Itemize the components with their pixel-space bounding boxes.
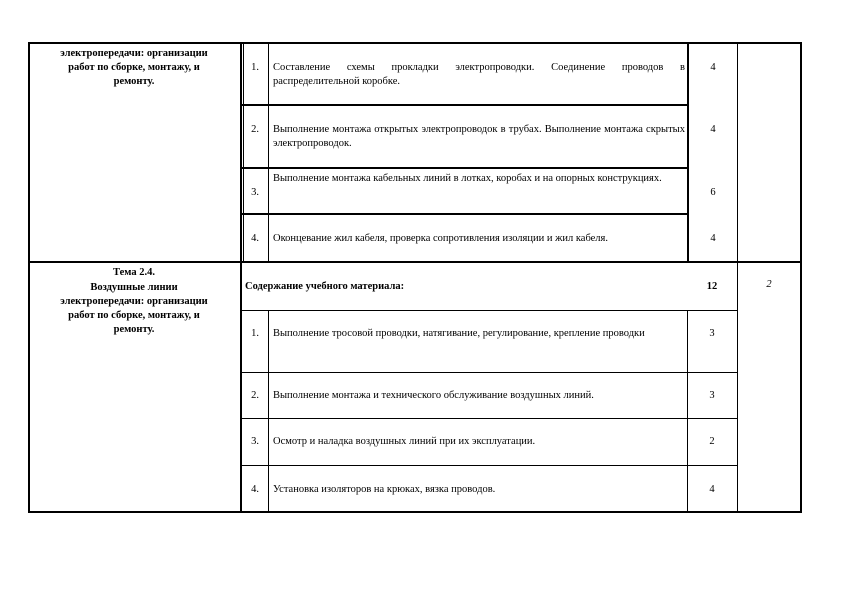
- row-top-1-hours: 4: [710, 62, 716, 73]
- topic-bottom-line-1: Воздушные линии: [90, 282, 178, 293]
- row-bottom-3-num: 3.: [251, 436, 259, 447]
- row-line-bottom-1: [242, 372, 737, 373]
- row-line-top-1: [242, 104, 689, 106]
- divider-num-top: [268, 42, 269, 262]
- topic-top-line-3: ремонту.: [113, 76, 155, 87]
- table-border-top: [28, 42, 802, 44]
- row-top-1-num: 1.: [251, 62, 259, 73]
- row-top-2-text: Выполнение монтажа открытых электропроводок в трубах. Выполнение монтажа скрытых электропроводок.: [273, 124, 685, 149]
- row-top-3-hours: 6: [710, 187, 716, 198]
- row-top-2-hours: 4: [710, 124, 716, 135]
- row-line-bottom-3: [242, 465, 737, 466]
- row-bottom-3-hours: 2: [709, 436, 715, 447]
- content-header-underline: [242, 310, 737, 311]
- row-line-bottom-2: [242, 418, 737, 419]
- section-separator: [28, 261, 802, 263]
- topic-bottom-line-4: ремонту.: [113, 324, 155, 335]
- topic-top-line-1: электропередачи: организации: [60, 48, 208, 59]
- row-top-2-num: 2.: [251, 124, 259, 135]
- content-header-hours: 12: [706, 281, 718, 292]
- inner-left-top: [243, 42, 244, 262]
- row-top-1-text: Составление схемы прокладки электропроводки. Соединение проводов в распределительной коробке.: [273, 62, 685, 87]
- row-bottom-1-num: 1.: [251, 328, 259, 339]
- row-line-top-3: [242, 213, 689, 215]
- table-border-bottom: [28, 511, 802, 513]
- row-bottom-4-hours: 4: [709, 484, 715, 495]
- row-top-4-text: Оконцевание жил кабеля, проверка сопротивления изоляции и жил кабеля.: [273, 233, 609, 244]
- content-header-label: Содержание учебного материала:: [245, 281, 405, 292]
- divider-num-bottom: [268, 310, 269, 513]
- row-bottom-2-hours: 3: [709, 390, 715, 401]
- row-bottom-1-text: Выполнение тросовой проводки, натягивание, регулирование, крепление проводки: [273, 328, 645, 339]
- row-top-3-num: 3.: [251, 187, 259, 198]
- topic-top-line-2: работ по сборке, монтажу, и: [68, 62, 200, 73]
- divider-hours-top: [687, 42, 689, 262]
- row-line-top-2: [242, 167, 689, 169]
- table-border-left: [28, 42, 30, 513]
- row-bottom-2-num: 2.: [251, 390, 259, 401]
- row-bottom-1-hours: 3: [709, 328, 715, 339]
- mastery-level: 2: [766, 279, 772, 290]
- row-top-3-text: Выполнение монтажа кабельных линий в лотках, коробах и на опорных конструкциях.: [273, 173, 662, 184]
- row-bottom-4-num: 4.: [251, 484, 259, 495]
- row-bottom-4-text: Установка изоляторов на крюках, вязка проводов.: [273, 484, 496, 495]
- table-border-right: [800, 42, 802, 513]
- row-bottom-2-text: Выполнение монтажа и технического обслуживание воздушных линий.: [273, 390, 594, 401]
- row-top-4-num: 4.: [251, 233, 259, 244]
- topic-bottom-title: Тема 2.4.: [113, 267, 155, 278]
- row-bottom-3-text: Осмотр и наладка воздушных линий при их эксплуатации.: [273, 436, 536, 447]
- topic-bottom-line-2: электропередачи: организации: [60, 296, 208, 307]
- topic-bottom-line-3: работ по сборке, монтажу, и: [68, 310, 200, 321]
- row-top-4-hours: 4: [710, 233, 716, 244]
